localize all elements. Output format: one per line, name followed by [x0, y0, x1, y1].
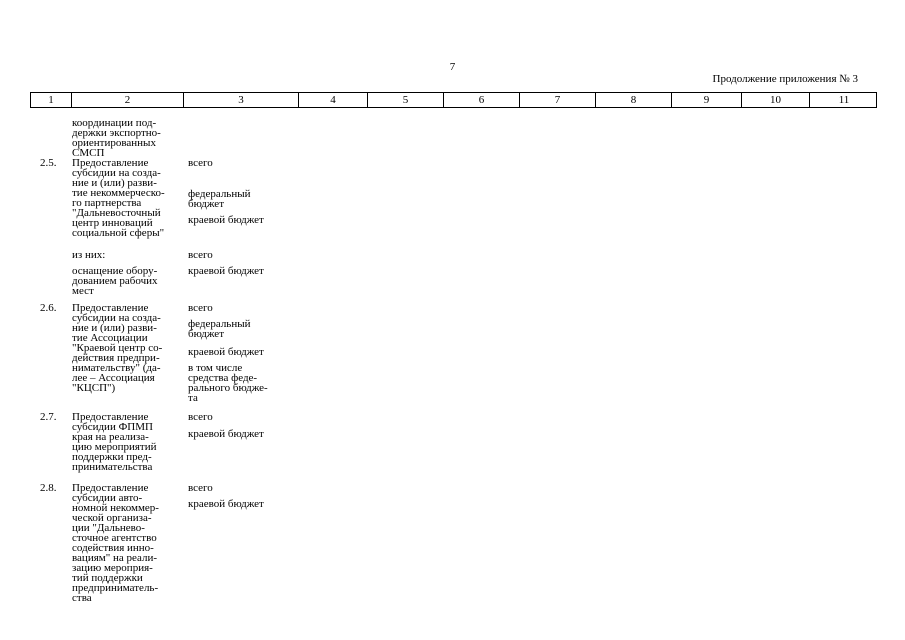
funding-source: краевой бюджет [188, 498, 264, 510]
header-col-1: 1 [48, 94, 54, 106]
funding-source: всего [188, 411, 213, 423]
funding-source: краевой бюджет [188, 346, 264, 358]
funding-source: всего [188, 302, 213, 314]
header-col-7: 7 [519, 93, 595, 107]
funding-source: в том числе средства феде- рального бюдже- та [188, 362, 268, 404]
funding-source: всего [188, 482, 213, 494]
section-description: из них: [72, 249, 106, 261]
section-number: 2.6. [40, 302, 57, 314]
funding-source: краевой бюджет [188, 265, 264, 277]
section-number: 2.7. [40, 411, 57, 423]
page-number: 7 [449, 61, 456, 73]
header-col-9: 9 [671, 93, 741, 107]
section-description: Предоставление субсидии ФПМП края на реализа- цию мероприятий поддержки пред- принимательства [72, 411, 157, 473]
section-number: 2.8. [40, 482, 57, 494]
continuation-label: Продолжение приложения № 3 [712, 73, 858, 85]
header-col-4: 4 [298, 93, 367, 107]
funding-source: краевой бюджет [188, 214, 264, 226]
carryover-description: координации под- держки экспортно- ориентированных СМСП [72, 117, 161, 159]
header-col-11: 11 [809, 93, 878, 107]
header-col-2: 2 [71, 93, 183, 107]
funding-source: краевой бюджет [188, 428, 264, 440]
section-description: Предоставление субсидии авто- номной некоммер- ческой организа- ции "Дальнево- сточное агентство содействия инно- вациям" на реали- зацию мероприя- тий поддержки предприниматель- ства [72, 482, 159, 604]
section-number: 2.5. [40, 157, 57, 169]
header-col-3: 3 [183, 93, 298, 107]
table-header [30, 92, 877, 108]
header-col-5: 5 [367, 93, 443, 107]
header-col-8: 8 [595, 93, 671, 107]
header-col-10: 10 [741, 93, 809, 107]
funding-source: федеральный бюджет [188, 318, 251, 340]
funding-source: всего [188, 249, 213, 261]
funding-source: федеральный бюджет [188, 188, 251, 210]
section-description: оснащение обору- дованием рабочих мест [72, 265, 158, 297]
section-description: Предоставление субсидии на созда- ние и (или) разви- тие Ассоциации "Краевой центр со- действия предпри- нимательству" (да- лее – Ассоциация "КЦСП") [72, 302, 163, 394]
section-description: Предоставление субсидии на созда- ние и (или) разви- тие некоммерческо- го партнерства "Дальневосточный центр инноваций социальной сферы" [72, 157, 165, 239]
header-col-6: 6 [443, 93, 519, 107]
funding-source: всего [188, 157, 213, 169]
